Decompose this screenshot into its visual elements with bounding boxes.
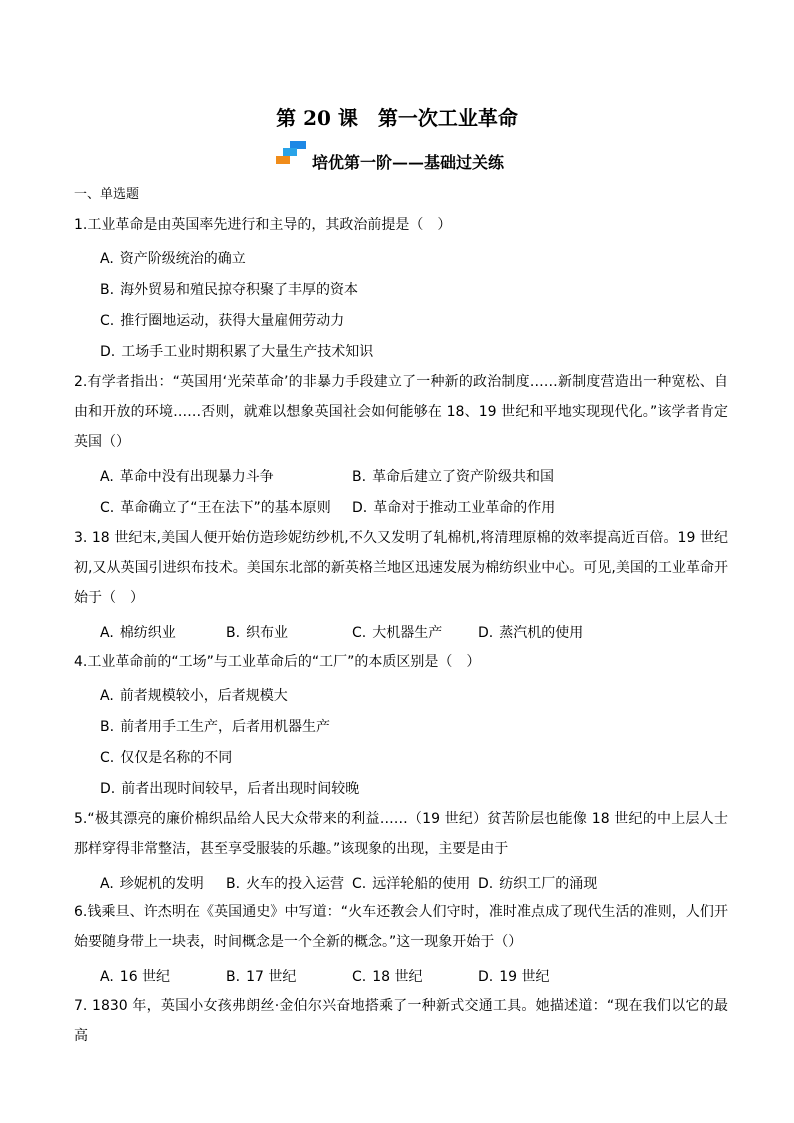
steps-icon bbox=[274, 140, 308, 170]
option-a: A. 珍妮机的发明 bbox=[100, 876, 204, 892]
option-d: D. 革命对于推动工业革命的作用 bbox=[352, 500, 556, 516]
page-title: 第 20 课 第一次工业革命 bbox=[276, 106, 518, 130]
option-b: B. 火车的投入运营 bbox=[226, 876, 345, 892]
subtitle: 培优第一阶——基础过关练 bbox=[312, 153, 505, 172]
option-d: D. 19 世纪 bbox=[478, 969, 550, 985]
question-stem: 3. 18 世纪末,美国人便开始仿造珍妮纺纱机,不久又发明了轧棉机,将清理原棉的效率提高近百倍。19 世纪初,又从英国引进织布技术。美国东北部的新英格兰地区迅速发展为棉纺织业中心。可见,美国的工业革命开始于（ ） bbox=[74, 530, 728, 606]
option-b: B. 海外贸易和殖民掠夺积聚了丰厚的资本 bbox=[100, 282, 359, 298]
option-a: A. 16 世纪 bbox=[100, 969, 171, 985]
option-a: A. 前者规模较小，后者规模大 bbox=[100, 688, 288, 704]
option-c: C. 18 世纪 bbox=[352, 969, 423, 985]
question-stem: 1.工业革命是由英国率先进行和主导的，其政治前提是（ ） bbox=[74, 217, 452, 233]
option-a: A. 革命中没有出现暴力斗争 bbox=[100, 469, 274, 485]
section-heading: 一、单选题 bbox=[74, 187, 140, 202]
question-stem: 2.有学者指出：“英国用‘光荣革命’的非暴力手段建立了一种新的政治制度……新制度营造出一种宽松、自由和开放的环境……否则，就难以想象英国社会如何能够在 18、19 世纪和平地实现现代化。”该学者肯定英国（） bbox=[74, 374, 728, 450]
option-c: C. 推行圈地运动，获得大量雇佣劳动力 bbox=[100, 313, 345, 329]
option-d: D. 蒸汽机的使用 bbox=[478, 625, 584, 641]
option-a: A. 资产阶级统治的确立 bbox=[100, 251, 246, 267]
option-d: D. 工场手工业时期积累了大量生产技术知识 bbox=[100, 344, 374, 360]
question-stem: 5.“极其漂亮的廉价棉织品给人民大众带来的利益……（19 世纪）贫苦阶层也能像 18 世纪的中上层人士那样穿得非常整洁，甚至享受服装的乐趣。”该现象的出现，主要是由于 bbox=[74, 811, 728, 857]
option-c: C. 仅仅是名称的不同 bbox=[100, 750, 233, 766]
option-d: D. 前者出现时间较早，后者出现时间较晚 bbox=[100, 781, 360, 797]
question-stem: 4.工业革命前的“工场”与工业革命后的“工厂”的本质区别是（ ） bbox=[74, 654, 481, 670]
option-b: B. 前者用手工生产，后者用机器生产 bbox=[100, 719, 331, 735]
option-c: C. 大机器生产 bbox=[352, 625, 443, 641]
option-b: B. 革命后建立了资产阶级共和国 bbox=[352, 469, 555, 485]
question-stem: 7. 1830 年，英国小女孩弗朗丝·金伯尔兴奋地搭乘了一种新式交通工具。她描述道：“现在我们以它的最高 bbox=[74, 998, 728, 1044]
option-c: C. 远洋轮船的使用 bbox=[352, 876, 471, 892]
option-b: B. 17 世纪 bbox=[226, 969, 297, 985]
option-b: B. 织布业 bbox=[226, 625, 289, 641]
question-stem: 6.钱乘旦、许杰明在《英国通史》中写道：“火车还教会人们守时，准时准点成了现代生活的准则，人们开始要随身带上一块表，时间概念是一个全新的概念。”这一现象开始于（） bbox=[74, 904, 728, 950]
option-d: D. 纺织工厂的涌现 bbox=[478, 876, 598, 892]
option-a: A. 棉纺织业 bbox=[100, 625, 176, 641]
option-c: C. 革命确立了“王在法下”的基本原则 bbox=[100, 500, 331, 516]
